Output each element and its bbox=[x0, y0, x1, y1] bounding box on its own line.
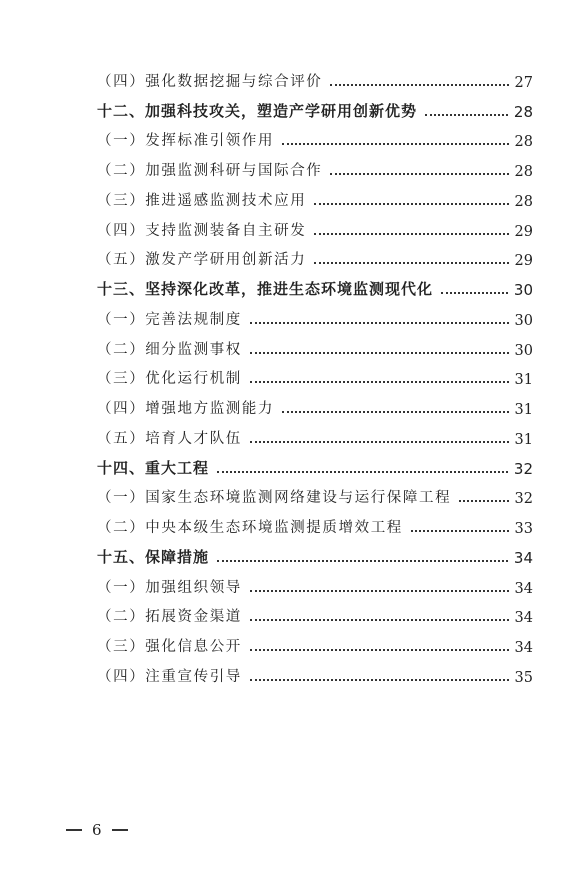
toc-entry-page: 33 bbox=[514, 521, 533, 537]
toc-chapter-entry[interactable] bbox=[97, 448, 533, 478]
toc-entry-page: 32 bbox=[513, 459, 533, 478]
page-number: 6 bbox=[92, 821, 102, 839]
dot-leader bbox=[314, 233, 508, 235]
toc-entry[interactable] bbox=[97, 299, 533, 329]
toc-entry[interactable] bbox=[97, 567, 533, 597]
dot-leader bbox=[250, 649, 509, 651]
dot-leader bbox=[250, 381, 509, 383]
toc-entry[interactable] bbox=[97, 388, 533, 418]
toc-entry-page: 34 bbox=[514, 610, 533, 627]
toc-entry-page: 28 bbox=[514, 134, 533, 151]
toc-entry-title: （三）强化信息公开 bbox=[97, 639, 242, 655]
toc-entry-page: 30 bbox=[514, 312, 533, 329]
toc-entry-title: （二）加强监测科研与国际合作 bbox=[97, 163, 323, 179]
toc-entry-title: （一）国家生态环境监测网络建设与运行保障工程 bbox=[97, 490, 452, 507]
dot-leader bbox=[282, 143, 508, 145]
toc-entry[interactable] bbox=[97, 478, 533, 508]
toc-entry-page: 35 bbox=[514, 669, 533, 686]
toc-entry-title: 十四、重大工程 bbox=[97, 458, 210, 477]
toc-entry-title: （四）强化数据挖掘与综合评价 bbox=[97, 73, 323, 90]
footer-dash-right bbox=[112, 829, 128, 831]
toc-entry[interactable] bbox=[97, 656, 533, 686]
toc-chapter-entry[interactable] bbox=[97, 269, 533, 299]
dot-leader bbox=[441, 292, 508, 294]
toc-entry-page: 34 bbox=[514, 640, 533, 656]
toc-entry-title: （一）发挥标准引领作用 bbox=[97, 133, 275, 150]
dot-leader bbox=[217, 471, 508, 473]
toc-entry-title: （三）优化运行机制 bbox=[97, 371, 242, 388]
toc-chapter-entry[interactable] bbox=[97, 91, 533, 121]
toc-entry-page: 27 bbox=[514, 74, 533, 91]
page-footer bbox=[66, 821, 128, 839]
toc-entry-page: 28 bbox=[514, 193, 533, 210]
toc-entry[interactable] bbox=[97, 418, 533, 448]
dot-leader bbox=[330, 173, 508, 175]
toc-entry[interactable] bbox=[97, 507, 533, 537]
table-of-contents bbox=[97, 61, 533, 686]
toc-entry-title: （一）加强组织领导 bbox=[97, 579, 242, 596]
toc-entry-page: 29 bbox=[514, 223, 533, 240]
toc-entry-title: （二）拓展资金渠道 bbox=[97, 609, 242, 626]
toc-entry-page: 31 bbox=[514, 431, 533, 448]
dot-leader bbox=[250, 441, 509, 443]
toc-entry[interactable] bbox=[97, 180, 533, 210]
toc-entry-title: （四）注重宣传引导 bbox=[97, 668, 242, 685]
toc-entry-title: （五）激发产学研用创新活力 bbox=[97, 252, 307, 269]
dot-leader bbox=[217, 560, 508, 562]
dot-leader bbox=[425, 114, 508, 116]
toc-entry[interactable] bbox=[97, 359, 533, 389]
toc-entry[interactable] bbox=[97, 61, 533, 91]
footer-dash-left bbox=[66, 829, 82, 831]
toc-entry-page: 31 bbox=[514, 402, 533, 418]
toc-chapter-entry[interactable] bbox=[97, 537, 533, 567]
dot-leader bbox=[250, 590, 509, 592]
dot-leader bbox=[330, 84, 508, 86]
toc-entry-title: （三）推进遥感监测技术应用 bbox=[97, 192, 307, 209]
toc-entry-title: （四）支持监测装备自主研发 bbox=[97, 222, 307, 239]
toc-entry-title: 十二、加强科技攻关，塑造产学研用创新优势 bbox=[97, 101, 418, 120]
toc-entry[interactable] bbox=[97, 121, 533, 151]
dot-leader bbox=[250, 322, 509, 324]
toc-entry-page: 28 bbox=[513, 102, 533, 121]
toc-entry[interactable] bbox=[97, 240, 533, 270]
toc-entry-title: （四）增强地方监测能力 bbox=[97, 401, 275, 417]
toc-entry-title: （二）细分监测事权 bbox=[97, 341, 242, 358]
toc-entry-page: 30 bbox=[514, 342, 533, 359]
dot-leader bbox=[250, 619, 509, 621]
toc-entry[interactable] bbox=[97, 597, 533, 627]
toc-entry[interactable] bbox=[97, 626, 533, 656]
toc-entry-title: （五）培育人才队伍 bbox=[97, 430, 242, 447]
dot-leader bbox=[282, 411, 508, 413]
dot-leader bbox=[250, 679, 509, 681]
toc-entry-title: 十五、保障措施 bbox=[97, 547, 210, 566]
toc-entry[interactable] bbox=[97, 210, 533, 240]
toc-entry-page: 31 bbox=[514, 372, 533, 389]
toc-entry-page: 30 bbox=[513, 281, 533, 299]
toc-entry-page: 34 bbox=[513, 548, 533, 567]
toc-entry[interactable] bbox=[97, 329, 533, 359]
toc-entry-page: 28 bbox=[514, 164, 533, 180]
toc-entry[interactable] bbox=[97, 150, 533, 180]
toc-entry-page: 34 bbox=[514, 580, 533, 597]
toc-entry-page: 32 bbox=[514, 491, 533, 508]
toc-entry-page: 29 bbox=[514, 253, 533, 270]
toc-entry-title: 十三、坚持深化改革，推进生态环境监测现代化 bbox=[97, 280, 434, 298]
toc-entry-title: （二）中央本级生态环境监测提质增效工程 bbox=[97, 520, 403, 536]
toc-entry-title: （一）完善法规制度 bbox=[97, 311, 242, 328]
dot-leader bbox=[250, 352, 509, 354]
dot-leader bbox=[314, 262, 508, 264]
dot-leader bbox=[411, 530, 509, 532]
dot-leader bbox=[314, 203, 508, 205]
dot-leader bbox=[459, 500, 508, 502]
